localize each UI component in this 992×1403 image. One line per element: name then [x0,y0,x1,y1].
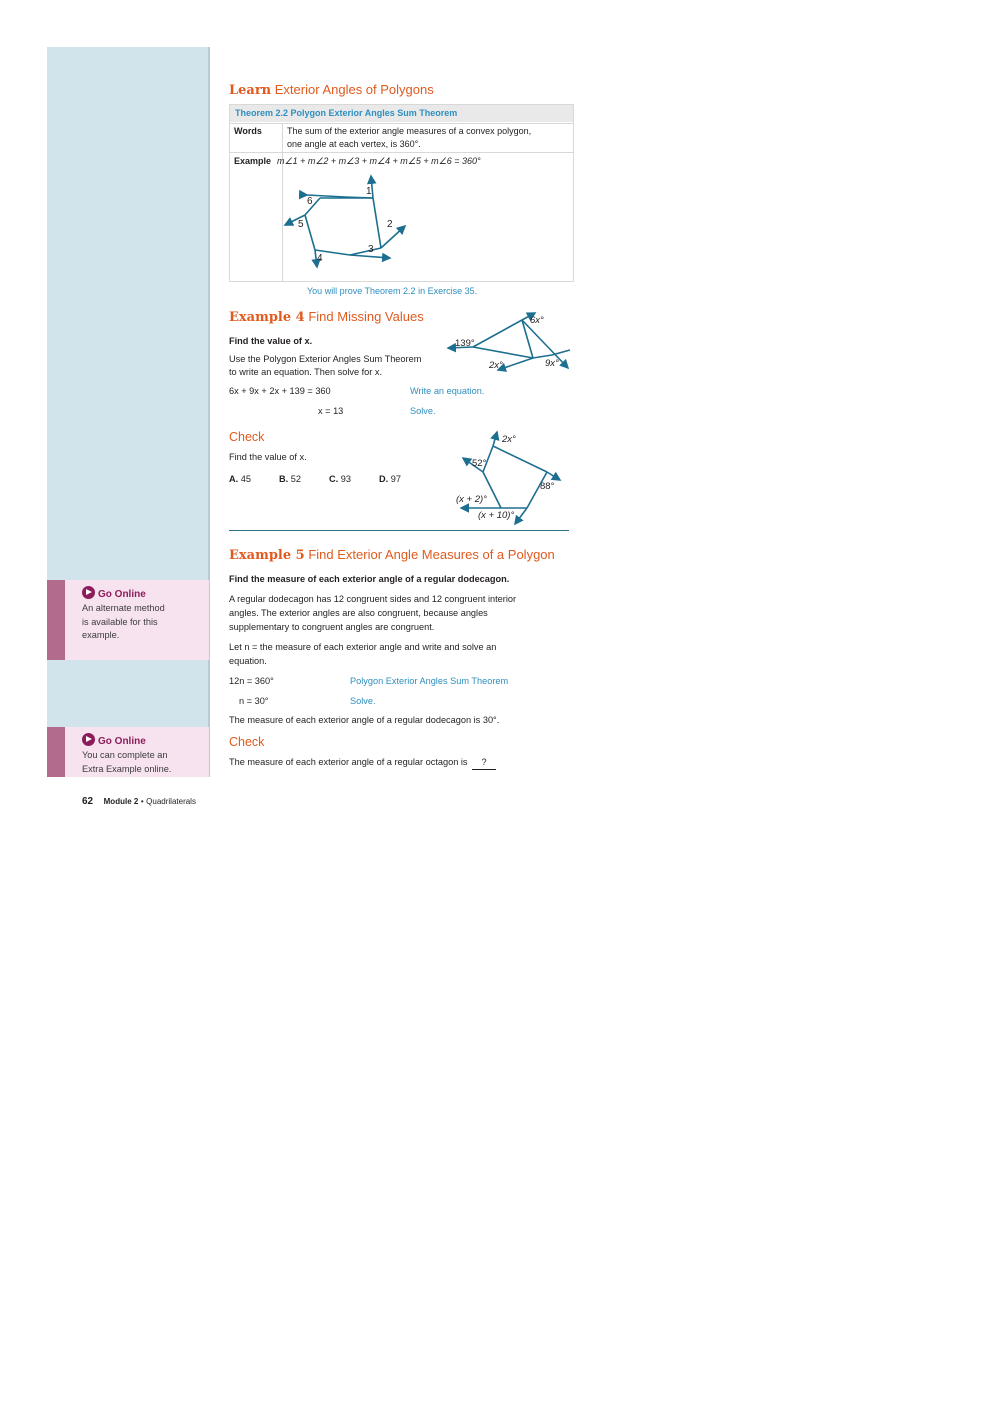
example5-heading [229,547,555,563]
check2-question [229,755,496,770]
figure-label: 139° [455,338,475,349]
body-line: equation. [229,656,267,666]
choice-c[interactable] [329,472,351,486]
example-label: Example 4 [229,310,305,325]
choice-value: 97 [390,474,401,484]
figure-label: 6x° [530,315,544,326]
example5-prompt: Find the measure of each exterior angle of a regular dodecagon. [229,574,510,584]
margin-sidebar [47,47,209,777]
section-divider [229,530,569,531]
figure-label: (x + 10)° [478,510,515,521]
hexagon-exterior-figure [275,170,415,270]
example5-para2 [229,640,496,668]
choice-letter: B. [279,474,289,484]
choice-d[interactable] [379,472,401,486]
callout-text-line: An alternate method [82,603,165,613]
example-equation: m∠1 + m∠2 + m∠3 + m∠4 + m∠5 + m∠6 = 360° [277,156,481,166]
prove-note: You will prove Theorem 2.2 in Exercise 35. [307,286,478,296]
words-text [287,125,531,151]
equation: 6x + 9x + 2x + 139 = 360 [229,386,331,396]
angle-label: 4 [317,253,323,264]
equation: n = 30° [239,696,269,706]
learn-label: Learn [229,83,272,98]
body-line: supplementary to congruent angles are congruent. [229,622,435,632]
figure-label: 2x° [489,360,503,371]
callout-text-line: Extra Example online. [82,763,172,774]
choice-value: 93 [340,474,351,484]
sidebar-divider [208,47,210,777]
theorem-heading: Theorem 2.2 Polygon Exterior Angles Sum Theorem [230,105,573,122]
callout-text-line: You can complete an [82,750,168,760]
module-label: Module 2 [103,797,139,806]
equation: 12n = 360° [229,676,274,686]
example4-prompt: Find the value of x. [229,336,313,346]
topic-label: Quadrilaterals [146,797,196,806]
figure-label: 52° [472,458,487,469]
equation-note: Polygon Exterior Angles Sum Theorem [350,676,509,686]
angle-label: 3 [368,244,374,255]
example-label: Example 5 [229,548,305,563]
body-line: to write an equation. Then solve for x. [229,367,383,377]
equation: x = 13 [318,406,344,416]
figure-label: 88° [540,481,555,492]
callout-accent-bar [47,727,65,777]
page-number: 62 [82,796,94,807]
choice-value: 45 [240,474,251,484]
check-heading: Check [229,735,265,749]
example-label: Example [234,156,272,166]
choice-letter: A. [229,474,239,484]
go-online-title[interactable]: Go Online [98,736,146,747]
choice-value: 52 [290,474,301,484]
go-online-content-2 [82,733,207,776]
learn-title: Exterior Angles of Polygons [274,82,434,97]
angle-label: 6 [307,196,313,207]
equation-note: Solve. [350,696,376,706]
choice-b[interactable] [279,472,301,486]
cursor-icon [82,586,95,599]
words-label: Words [234,126,262,136]
callout-text-line: is available for this [82,616,158,627]
angle-label: 1 [366,186,372,197]
go-online-content-1 [82,586,207,643]
callout-text-line: example. [82,630,120,640]
footer-separator: • [140,797,144,806]
angle-label: 5 [298,219,304,230]
learn-heading [229,82,434,98]
body-line: angles. The exterior angles are also congruent, because angles [229,608,488,618]
body-line: Use the Polygon Exterior Angles Sum Theorem [229,354,422,364]
conclusion: The measure of each exterior angle of a regular dodecagon is 30°. [229,715,500,725]
body-line: Let n = the measure of each exterior angle and write and solve an [229,642,497,652]
words-line: one angle at each vertex, is 360°. [287,139,421,149]
check-heading: Check [229,430,265,444]
equation-note: Write an equation. [410,386,485,396]
choice-a[interactable] [229,472,251,486]
words-line: The sum of the exterior angle measures of a convex polygon, [287,126,532,136]
equation-note: Solve. [410,406,436,416]
body-line: A regular dodecagon has 12 congruent sides and 12 congruent interior [229,594,517,604]
example-title: Find Exterior Angle Measures of a Polygon [308,547,555,562]
figure-label: 2x° [502,434,516,445]
cursor-icon [82,733,95,746]
angle-label: 2 [387,219,393,230]
page-footer [82,796,196,807]
choice-letter: D. [379,474,389,484]
example4-body [229,353,421,379]
figure-label: 9x° [545,358,559,369]
example-title: Find Missing Values [308,309,424,324]
check2-text: The measure of each exterior angle of a regular octagon is [229,757,468,767]
answer-blank[interactable]: ? [472,755,496,770]
callout-accent-bar [47,580,65,660]
go-online-title[interactable]: Go Online [98,589,146,600]
example5-para1 [229,592,516,634]
figure-label: (x + 2)° [456,494,487,505]
choice-letter: C. [329,474,339,484]
example4-heading [229,309,424,325]
check-prompt: Find the value of x. [229,452,307,462]
